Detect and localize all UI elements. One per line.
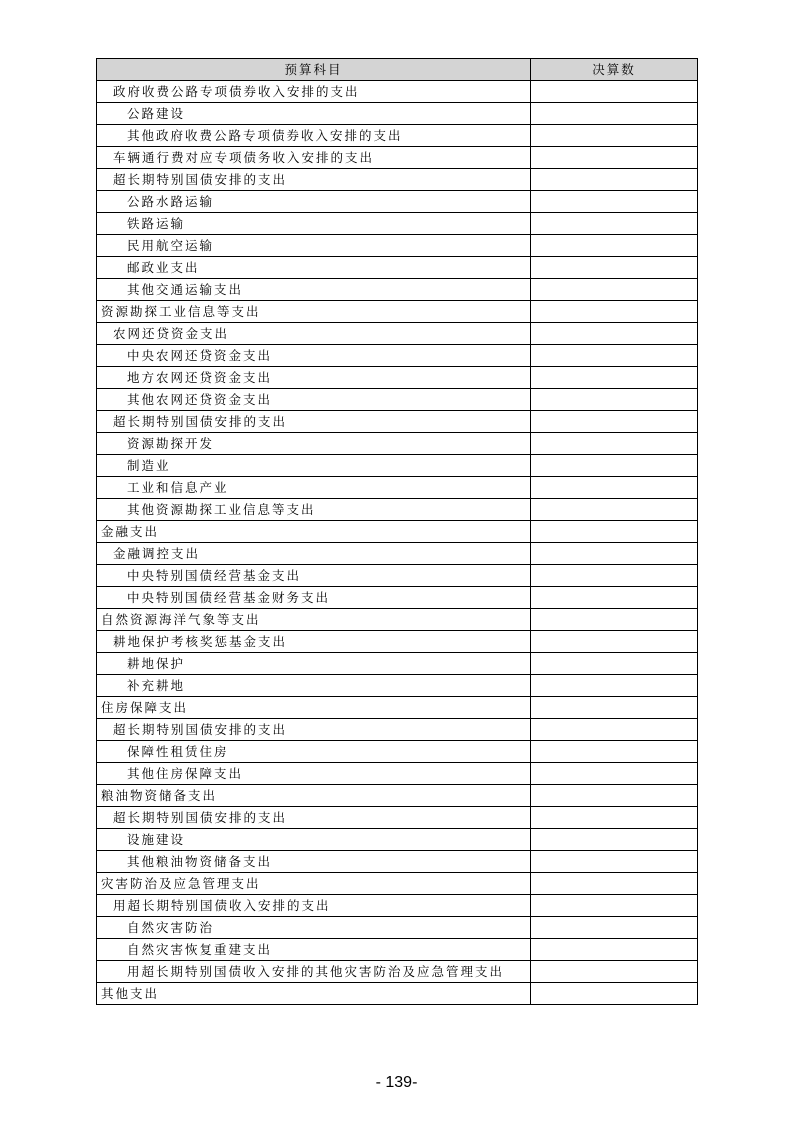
table-row	[97, 631, 698, 653]
table-row	[97, 653, 698, 675]
budget-item-name: 设施建设	[97, 829, 531, 851]
budget-item-name: 中央特别国债经营基金财务支出	[97, 587, 531, 609]
final-amount-cell	[531, 939, 698, 961]
table-row	[97, 851, 698, 873]
table-row	[97, 961, 698, 983]
table-row	[97, 587, 698, 609]
budget-item-name: 超长期特别国债安排的支出	[97, 169, 531, 191]
table-row	[97, 191, 698, 213]
final-amount-cell	[531, 499, 698, 521]
final-amount-cell	[531, 983, 698, 1005]
final-amount-cell	[531, 345, 698, 367]
final-amount-cell	[531, 411, 698, 433]
budget-item-name: 地方农网还贷资金支出	[97, 367, 531, 389]
final-amount-cell	[531, 257, 698, 279]
table-row	[97, 169, 698, 191]
table-row	[97, 301, 698, 323]
final-amount-cell	[531, 367, 698, 389]
final-amount-cell	[531, 279, 698, 301]
final-amount-cell	[531, 895, 698, 917]
budget-item-name: 政府收费公路专项债券收入安排的支出	[97, 81, 531, 103]
budget-item-name: 铁路运输	[97, 213, 531, 235]
final-amount-cell	[531, 917, 698, 939]
final-amount-cell	[531, 697, 698, 719]
budget-item-name: 中央特别国债经营基金支出	[97, 565, 531, 587]
budget-item-name: 其他农网还贷资金支出	[97, 389, 531, 411]
final-amount-cell	[531, 477, 698, 499]
final-amount-cell	[531, 235, 698, 257]
table-row	[97, 213, 698, 235]
budget-item-name: 农网还贷资金支出	[97, 323, 531, 345]
table-row	[97, 345, 698, 367]
header-final-amount: 决算数	[531, 59, 698, 81]
table-row	[97, 147, 698, 169]
budget-item-name: 用超长期特别国债收入安排的其他灾害防治及应急管理支出	[97, 961, 531, 983]
table-row	[97, 983, 698, 1005]
final-amount-cell	[531, 763, 698, 785]
final-amount-cell	[531, 631, 698, 653]
budget-item-name: 公路水路运输	[97, 191, 531, 213]
final-amount-cell	[531, 455, 698, 477]
final-amount-cell	[531, 81, 698, 103]
budget-item-name: 资源勘探开发	[97, 433, 531, 455]
table-row	[97, 477, 698, 499]
budget-item-name: 住房保障支出	[97, 697, 531, 719]
budget-item-name: 其他政府收费公路专项债券收入安排的支出	[97, 125, 531, 147]
table-header-row	[97, 59, 698, 81]
budget-item-name: 超长期特别国债安排的支出	[97, 719, 531, 741]
final-amount-cell	[531, 103, 698, 125]
budget-item-name: 中央农网还贷资金支出	[97, 345, 531, 367]
table-row	[97, 741, 698, 763]
budget-item-name: 超长期特别国债安排的支出	[97, 411, 531, 433]
table-row	[97, 499, 698, 521]
final-amount-cell	[531, 741, 698, 763]
table-row	[97, 939, 698, 961]
final-amount-cell	[531, 301, 698, 323]
final-amount-cell	[531, 653, 698, 675]
budget-item-name: 其他住房保障支出	[97, 763, 531, 785]
final-amount-cell	[531, 587, 698, 609]
final-amount-cell	[531, 389, 698, 411]
final-amount-cell	[531, 785, 698, 807]
budget-item-name: 用超长期特别国债收入安排的支出	[97, 895, 531, 917]
budget-item-name: 保障性租赁住房	[97, 741, 531, 763]
table-row	[97, 367, 698, 389]
table-row	[97, 543, 698, 565]
budget-item-name: 民用航空运输	[97, 235, 531, 257]
final-amount-cell	[531, 543, 698, 565]
budget-item-name: 金融调控支出	[97, 543, 531, 565]
final-amount-cell	[531, 191, 698, 213]
table-row	[97, 807, 698, 829]
budget-item-name: 其他粮油物资储备支出	[97, 851, 531, 873]
final-amount-cell	[531, 213, 698, 235]
budget-item-name: 自然灾害恢复重建支出	[97, 939, 531, 961]
budget-item-name: 资源勘探工业信息等支出	[97, 301, 531, 323]
table-row	[97, 675, 698, 697]
table-row	[97, 389, 698, 411]
page-number: - 139-	[375, 1074, 418, 1091]
table-row	[97, 785, 698, 807]
table-row	[97, 433, 698, 455]
final-amount-cell	[531, 521, 698, 543]
budget-item-name: 制造业	[97, 455, 531, 477]
budget-item-name: 超长期特别国债安排的支出	[97, 807, 531, 829]
table-row	[97, 257, 698, 279]
budget-table	[96, 58, 698, 1005]
table-row	[97, 125, 698, 147]
table-row	[97, 411, 698, 433]
table-row	[97, 565, 698, 587]
table-row	[97, 829, 698, 851]
budget-item-name: 粮油物资储备支出	[97, 785, 531, 807]
budget-item-name: 公路建设	[97, 103, 531, 125]
final-amount-cell	[531, 565, 698, 587]
header-budget-item: 预算科目	[97, 59, 531, 81]
table-row	[97, 235, 698, 257]
budget-item-name: 其他资源勘探工业信息等支出	[97, 499, 531, 521]
final-amount-cell	[531, 125, 698, 147]
table-row	[97, 895, 698, 917]
final-amount-cell	[531, 961, 698, 983]
table-row	[97, 697, 698, 719]
table-row	[97, 103, 698, 125]
table-row	[97, 279, 698, 301]
table-row	[97, 521, 698, 543]
budget-item-name: 灾害防治及应急管理支出	[97, 873, 531, 895]
budget-item-name: 自然灾害防治	[97, 917, 531, 939]
budget-item-name: 耕地保护考核奖惩基金支出	[97, 631, 531, 653]
budget-item-name: 其他交通运输支出	[97, 279, 531, 301]
table-row	[97, 609, 698, 631]
budget-item-name: 耕地保护	[97, 653, 531, 675]
final-amount-cell	[531, 169, 698, 191]
budget-item-name: 车辆通行费对应专项债务收入安排的支出	[97, 147, 531, 169]
table-row	[97, 873, 698, 895]
final-amount-cell	[531, 829, 698, 851]
final-amount-cell	[531, 873, 698, 895]
budget-item-name: 金融支出	[97, 521, 531, 543]
final-amount-cell	[531, 433, 698, 455]
final-amount-cell	[531, 675, 698, 697]
table-row	[97, 323, 698, 345]
table-row	[97, 719, 698, 741]
table-row	[97, 917, 698, 939]
budget-item-name: 自然资源海洋气象等支出	[97, 609, 531, 631]
final-amount-cell	[531, 851, 698, 873]
final-amount-cell	[531, 147, 698, 169]
table-row	[97, 455, 698, 477]
budget-item-name: 邮政业支出	[97, 257, 531, 279]
table-row	[97, 763, 698, 785]
table-row	[97, 81, 698, 103]
budget-item-name: 工业和信息产业	[97, 477, 531, 499]
final-amount-cell	[531, 323, 698, 345]
final-amount-cell	[531, 807, 698, 829]
final-amount-cell	[531, 609, 698, 631]
budget-item-name: 其他支出	[97, 983, 531, 1005]
budget-item-name: 补充耕地	[97, 675, 531, 697]
final-amount-cell	[531, 719, 698, 741]
